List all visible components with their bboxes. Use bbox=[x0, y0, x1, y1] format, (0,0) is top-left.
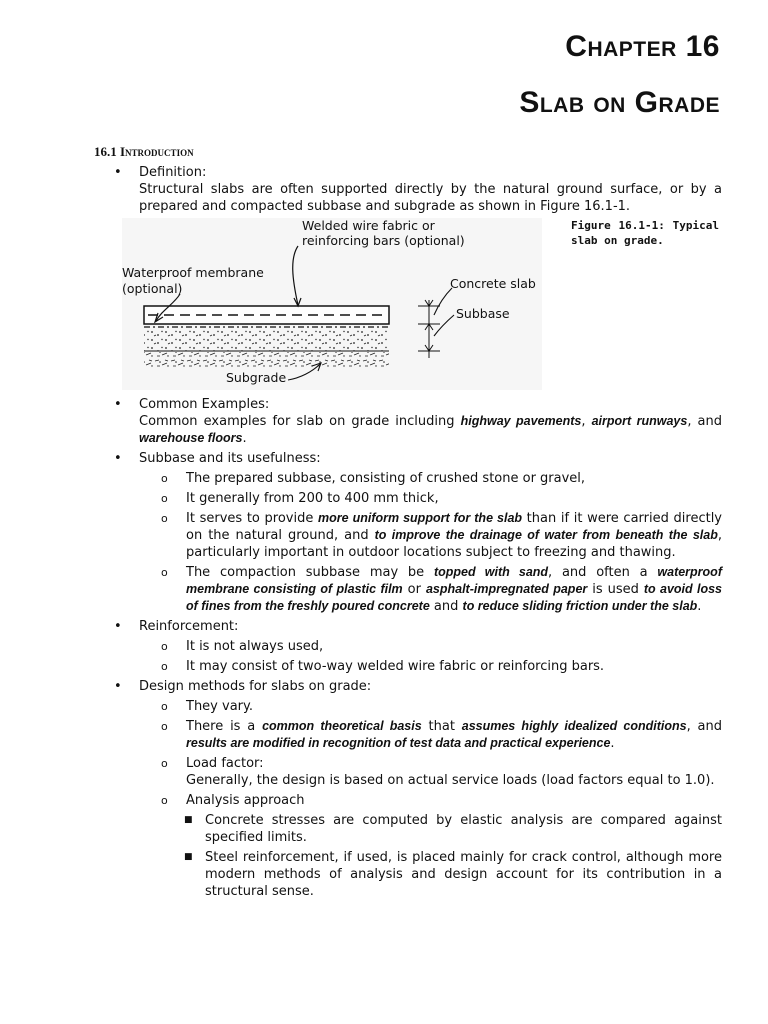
label-subbase: Subbase bbox=[456, 306, 510, 321]
text-run: , particularly important in outdoor locations subject to freezing and thawing. bbox=[186, 528, 722, 560]
emphasis: results are modified in recognition of test data and practical experience bbox=[186, 736, 611, 750]
text-run: There is a bbox=[186, 719, 263, 734]
text-run: , and often a bbox=[548, 565, 658, 580]
emphasis: waterproof membrane consisting of plastic film bbox=[186, 565, 722, 596]
bullet-definition bbox=[112, 164, 722, 215]
text-run: , and bbox=[687, 414, 722, 429]
emphasis: to improve the drainage of water from beneath the slab bbox=[374, 528, 718, 542]
section-heading: 16.1 Introduction bbox=[94, 144, 194, 159]
emphasis: assumes highly idealized conditions bbox=[461, 719, 687, 733]
emphasis: topped with sand bbox=[433, 565, 549, 579]
reinforcement-item-2-text: It may consist of two-way welded wire fabric or reinforcing bars. bbox=[186, 659, 605, 674]
label-membrane-2: (optional) bbox=[122, 281, 183, 296]
chapter-title: Slab on Grade bbox=[519, 86, 720, 119]
bullet-icon: • bbox=[114, 451, 122, 466]
circle-bullet-icon: o bbox=[161, 512, 168, 525]
text-run: than if it were carried directly on the natural ground, and bbox=[186, 511, 722, 543]
bullet-icon: • bbox=[114, 679, 122, 694]
text-run: . bbox=[610, 736, 615, 751]
emphasis-warehouse-floors: warehouse floors bbox=[139, 431, 243, 445]
load-factor-label: Load factor: bbox=[186, 756, 264, 771]
subbase-item-3-text bbox=[186, 510, 722, 561]
label-subgrade: Subgrade bbox=[226, 370, 287, 385]
emphasis: to avoid loss of fines from the freshly poured concrete bbox=[186, 582, 723, 613]
subbase-item-2-text: It generally from 200 to 400 mm thick, bbox=[186, 491, 439, 506]
design-item-4 bbox=[139, 792, 722, 809]
design-item-1 bbox=[139, 698, 722, 715]
bullet-design-methods bbox=[112, 678, 722, 695]
figure-16-1-1 bbox=[112, 218, 722, 392]
analysis-item-1-text: Concrete stresses are computed by elastic analysis are compared against specified limits. bbox=[205, 813, 722, 845]
load-factor-text: Generally, the design is based on actual service loads (load factors equal to 1.0). bbox=[186, 773, 715, 788]
reinforcement-item-1 bbox=[139, 638, 722, 655]
text-run: The compaction subbase may be bbox=[186, 565, 434, 580]
emphasis: asphalt-impregnated paper bbox=[425, 582, 588, 596]
reinforcement-label: Reinforcement: bbox=[139, 619, 239, 634]
emphasis-airport-runways: airport runways bbox=[591, 414, 688, 428]
design-item-3 bbox=[139, 755, 722, 789]
design-item-2 bbox=[139, 718, 722, 752]
page-body bbox=[112, 164, 722, 903]
subbase-item-1-text: The prepared subbase, consisting of crushed stone or gravel, bbox=[186, 471, 586, 486]
circle-bullet-icon: o bbox=[161, 794, 168, 807]
bullet-reinforcement bbox=[112, 618, 722, 635]
text-run: . bbox=[242, 431, 247, 446]
circle-bullet-icon: o bbox=[161, 700, 168, 713]
subbase-item-4-text bbox=[186, 564, 722, 615]
reinforcement-item-2 bbox=[139, 658, 722, 675]
square-bullet-icon: ■ bbox=[184, 852, 193, 862]
circle-bullet-icon: o bbox=[161, 492, 168, 505]
circle-bullet-icon: o bbox=[161, 757, 168, 770]
design-item-1-text: They vary. bbox=[186, 699, 253, 714]
analysis-approach-label: Analysis approach bbox=[186, 793, 305, 808]
bullet-icon: • bbox=[114, 619, 122, 634]
subbase-item-2 bbox=[139, 490, 722, 507]
subbase-label: Subbase and its usefulness: bbox=[139, 451, 321, 466]
definition-label: Definition: bbox=[139, 165, 207, 180]
examples-label: Common Examples: bbox=[139, 397, 270, 412]
bullet-icon: • bbox=[114, 165, 122, 180]
definition-text: Structural slabs are often supported directly by the natural ground surface, or by a prepared and compacted subbase and subgrade as shown in Figure 16.1-1. bbox=[139, 182, 722, 214]
emphasis: common theoretical basis bbox=[262, 719, 422, 733]
chapter-number: Chapter 16 bbox=[565, 30, 720, 63]
analysis-item-2 bbox=[112, 849, 722, 900]
text-run: is used bbox=[587, 582, 644, 597]
emphasis: more uniform support for the slab bbox=[318, 511, 523, 525]
text-run: that bbox=[421, 719, 462, 734]
label-membrane-1: Waterproof membrane bbox=[122, 265, 264, 280]
circle-bullet-icon: o bbox=[161, 566, 168, 579]
slab-on-grade-diagram bbox=[122, 218, 542, 390]
label-concrete-slab: Concrete slab bbox=[450, 276, 536, 291]
text-run: Common examples for slab on grade including bbox=[139, 414, 461, 429]
bullet-common-examples bbox=[112, 396, 722, 447]
subgrade-layer bbox=[144, 352, 389, 368]
design-label: Design methods for slabs on grade: bbox=[139, 679, 372, 694]
emphasis-highway-pavements: highway pavements bbox=[460, 414, 582, 428]
subbase-item-1 bbox=[139, 470, 722, 487]
text-run: , and bbox=[686, 719, 722, 734]
reinforcement-item-1-text: It is not always used, bbox=[186, 639, 324, 654]
design-item-2-text bbox=[186, 718, 722, 752]
subbase-item-4 bbox=[139, 564, 722, 615]
bullet-icon: • bbox=[114, 397, 122, 412]
emphasis: to reduce sliding friction under the slab bbox=[462, 599, 698, 613]
label-wire-fabric-1: Welded wire fabric or bbox=[302, 218, 435, 233]
circle-bullet-icon: o bbox=[161, 660, 168, 673]
circle-bullet-icon: o bbox=[161, 472, 168, 485]
text-run: It serves to provide bbox=[186, 511, 319, 526]
analysis-item-2-text: Steel reinforcement, if used, is placed mainly for crack control, although more modern methods of analysis and design account for its contribution in a structural sense. bbox=[205, 850, 722, 899]
subbase-layer bbox=[144, 329, 389, 351]
text-run: . bbox=[697, 599, 702, 614]
bullet-subbase bbox=[112, 450, 722, 467]
figure-caption: Figure 16.1-1: Typical slab on grade. bbox=[571, 219, 719, 247]
circle-bullet-icon: o bbox=[161, 640, 168, 653]
label-wire-fabric-2: reinforcing bars (optional) bbox=[302, 233, 465, 248]
text-run: or bbox=[402, 582, 426, 597]
text-run: and bbox=[429, 599, 463, 614]
examples-text bbox=[139, 413, 722, 447]
subbase-item-3 bbox=[139, 510, 722, 561]
analysis-item-1 bbox=[112, 812, 722, 846]
text-run: , bbox=[581, 414, 592, 429]
circle-bullet-icon: o bbox=[161, 720, 168, 733]
square-bullet-icon: ■ bbox=[184, 815, 193, 825]
